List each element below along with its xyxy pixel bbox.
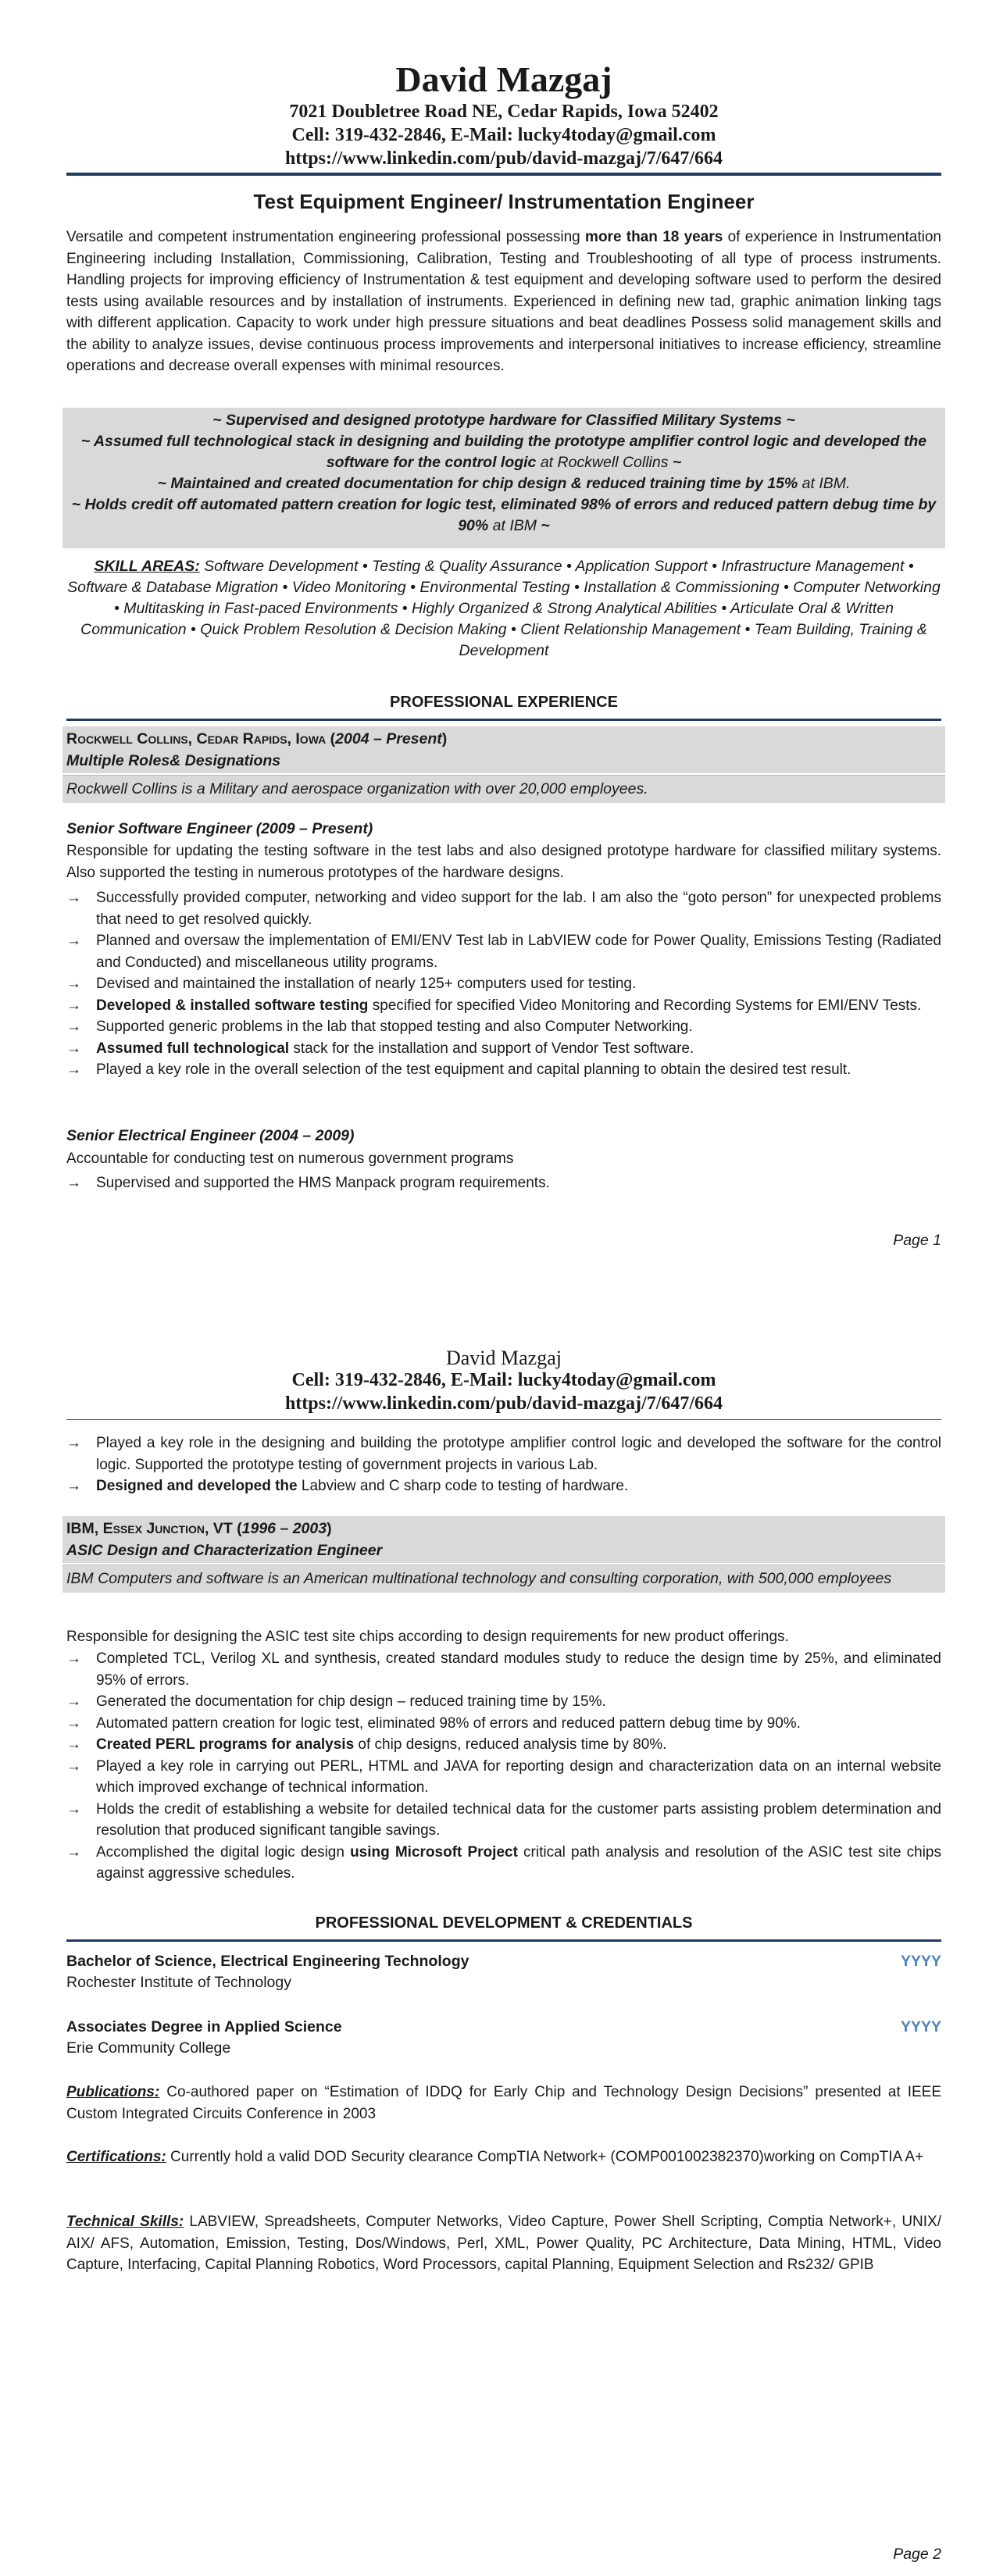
role-title-senior-electrical-engineer: Senior Electrical Engineer (2004 – 2009) [66,1127,355,1144]
degree-title: Associates Degree in Applied Science [66,2018,342,2035]
achievement-item: → Assumed full technological stack for the installation and support of Vendor Test software. [66,1038,941,1060]
achievement-item: → Successfully provided computer, networking and video support for the lab. I am also the “goto person” for unexpected problems that need to get resolved quickly. [66,887,941,930]
role-description: Responsible for designing the ASIC test site chips according to design requirements for new product offerings. [66,1629,789,1645]
address: 7021 Doubletree Road NE, Cedar Rapids, Iowa 52402 [289,102,719,122]
highlight-3: ~ Maintained and created documentation for chip design & reduced training time by 15% at IBM. [157,475,851,492]
education-entry-bachelor [66,1951,941,1993]
linkedin-url[interactable]: https://www.linkedin.com/pub/david-mazgaj/7/647/664 [284,1393,723,1414]
achievement-list-ibm [66,1648,941,1885]
achievement-item: → Automated pattern creation for logic test, eliminated 98% of errors and reduced pattern debug time by 90%. [66,1713,941,1735]
experience-divider [66,719,941,721]
school-name: Rochester Institute of Technology [66,1974,291,1991]
candidate-name-page2: David Mazgaj [445,1347,562,1369]
company-header-ibm: IBM, Essex Junction, VT (1996 – 2003) ASIC Design and Characterization Engineer [62,1516,945,1563]
achievement-item: → Developed & installed software testing specified for specified Video Monitoring and Recording Systems for EMI/ENV Tests. [66,995,941,1017]
phone-email: Cell: 319-432-2846, E-Mail: lucky4today@gmail.com [291,125,716,145]
achievement-list-rockwell-continued [66,1432,941,1497]
degree-title: Bachelor of Science, Electrical Engineering Technology [66,1953,469,1970]
contact-block-page2 [66,1368,941,1415]
page-number: Page 2 [893,2546,941,2563]
achievement-item: → Accomplished the digital logic design using Microsoft Project critical path analysis and resolution of the ASIC test site chips against aggressive schedules. [66,1842,941,1885]
education-entry-associates [66,2017,941,2059]
achievement-item: → Supervised and supported the HMS Manpack program requirements. [66,1172,941,1194]
achievement-item: → Played a key role in carrying out PERL, HTML and JAVA for reporting design and characterization data on an internal website which improved exchange of technical information. [66,1756,941,1799]
achievement-item: → Generated the documentation for chip design – reduced training time by 15%. [66,1691,941,1713]
graduation-year: YYYY [900,2018,941,2035]
highlight-4: ~ Holds credit off automated pattern creation for logic test, eliminated 98% of errors and reduced pattern debug time by 90% at IBM ~ [71,496,937,534]
section-heading-experience: PROFESSIONAL EXPERIENCE [390,694,618,711]
company-description-ibm: IBM Computers and software is an American multinational technology and consulting corporation, with 500,000 employees [62,1565,945,1593]
achievement-item: → Played a key role in the designing and building the prototype amplifier control logic and developed the software for the control logic. Supported the prototype testing of government projects in various Lab. [66,1432,941,1475]
credentials-divider [66,1939,941,1942]
linkedin-url[interactable]: https://www.linkedin.com/pub/david-mazgaj/7/647/664 [284,148,723,169]
candidate-name: David Mazgaj [395,59,612,99]
phone-email: Cell: 319-432-2846, E-Mail: lucky4today@gmail.com [291,1370,716,1390]
achievement-item: → Played a key role in the overall selection of the test equipment and capital planning to obtain the desired test result. [66,1059,941,1081]
skill-areas: SKILL AREAS: Software Development • Testing & Quality Assurance • Application Support • Infrastructure Management • Software & Database Migration • Video Monitoring • Environmental Testing • Installation & Commissioning • Computer Networking • Multitasking in Fast-paced Environments • Highly Organized & Strong Analytical Abilities • Articulate Oral & Written Communication • Quick Problem Resolution & Decision Making • Client Relationship Management • Team Building, Training & Development [67,558,941,659]
publications: Publications: Co-authored paper on “Estimation of IDDQ for Early Chip and Technology Design Decisions” presented at IEEE Custom Integrated Circuits Conference in 2003 [66,2084,941,2122]
achievement-item: → Devised and maintained the installation of nearly 125+ computers used for testing. [66,973,941,995]
technical-skills: Technical Skills: LABVIEW, Spreadsheets, Computer Networks, Video Capture, Power Shell Scripting, Comptia Network+, UNIX/ AIX/ AFS, Automation, Emission, Testing, Dos/Windows, Perl, XML, Power Quality, PC Architecture, Data Mining, HTML, Video Capture, Interfacing, Capital Planning Robotics, Word Processors, capital Planning, Equipment Selection and Rs232/ GPIB [66,2214,942,2273]
header-divider [66,173,941,176]
role-description: Responsible for updating the testing software in the test labs and also designed prototype hardware for classified military systems. Also supported the testing in numerous prototypes of the hardware designs. [66,843,941,881]
achievement-item: → Designed and developed the Labview and C sharp code to testing of hardware. [66,1475,941,1497]
highlight-1: ~ Supervised and designed prototype hardware for Classified Military Systems ~ [212,412,795,429]
page-number: Page 1 [893,1232,941,1249]
achievement-item: → Planned and oversaw the implementation of EMI/ENV Test lab in LabVIEW code for Power Quality, Emissions Testing (Radiated and Conducted) and miscellaneous utility programs. [66,930,941,973]
section-heading-credentials: PROFESSIONAL DEVELOPMENT & CREDENTIALS [315,1914,693,1932]
resume-title: Test Equipment Engineer/ Instrumentation Engineer [253,190,755,213]
role-description: Accountable for conducting test on numerous government programs [66,1151,514,1167]
school-name: Erie Community College [66,2039,231,2057]
company-header-rockwell: Rockwell Collins, Cedar Rapids, Iowa (2004 – Present) Multiple Roles& Designations [62,726,945,773]
certifications: Certifications: Currently hold a valid DOD Security clearance CompTIA Network+ (COMP001002382370)working on CompTIA A+ [66,2149,924,2165]
achievement-item: → Holds the credit of establishing a website for detailed technical data for the customer parts assisting problem determination and resolution that produced significant tangible savings. [66,1799,941,1842]
summary-paragraph: Versatile and competent instrumentation engineering professional possessing more than 18 years of experience in Instrumentation Engineering including Installation, Commissioning, Calibration, Testing and Troubleshooting of all type of process instruments. Handling projects for improving efficiency of Instrumentation & test equipment and developing software used to perform the desired tests using available resources and by installation of instruments. Experienced in defining new tad, graphic animation linking tags with different application. Capacity to work under high pressure situations and beat deadlines Possess solid management skills and the ability to analyze issues, devise continuous process improvements and interpersonal initiatives to increase efficiency, streamline operations and decrease overall expenses with minimal resources. [66,229,941,374]
company-description-rockwell: Rockwell Collins is a Military and aerospace organization with over 20,000 employees. [62,775,945,803]
achievement-item: → Created PERL programs for analysis of chip designs, reduced analysis time by 80%. [66,1734,941,1756]
skill-areas-label: SKILL AREAS: [94,558,200,575]
highlight-2: ~ Assumed full technological stack in designing and building the prototype amplifier control logic and developed the software for the control logic at Rockwell Collins ~ [80,433,927,471]
achievement-list-rockwell-2 [66,1172,941,1194]
role-title-senior-software-engineer: Senior Software Engineer (2009 – Present) [66,820,373,837]
achievement-item: → Supported generic problems in the lab that stopped testing and also Computer Networking. [66,1016,941,1038]
contact-block [66,100,941,170]
header-divider-page2 [66,1419,941,1420]
achievement-item: → Completed TCL, Verilog XL and synthesis, created standard modules study to reduce the design time by 25%, and eliminated 95% of errors. [66,1648,941,1691]
achievement-list-rockwell-1 [66,887,941,1081]
career-highlights [62,408,945,548]
graduation-year: YYYY [900,1953,941,1970]
